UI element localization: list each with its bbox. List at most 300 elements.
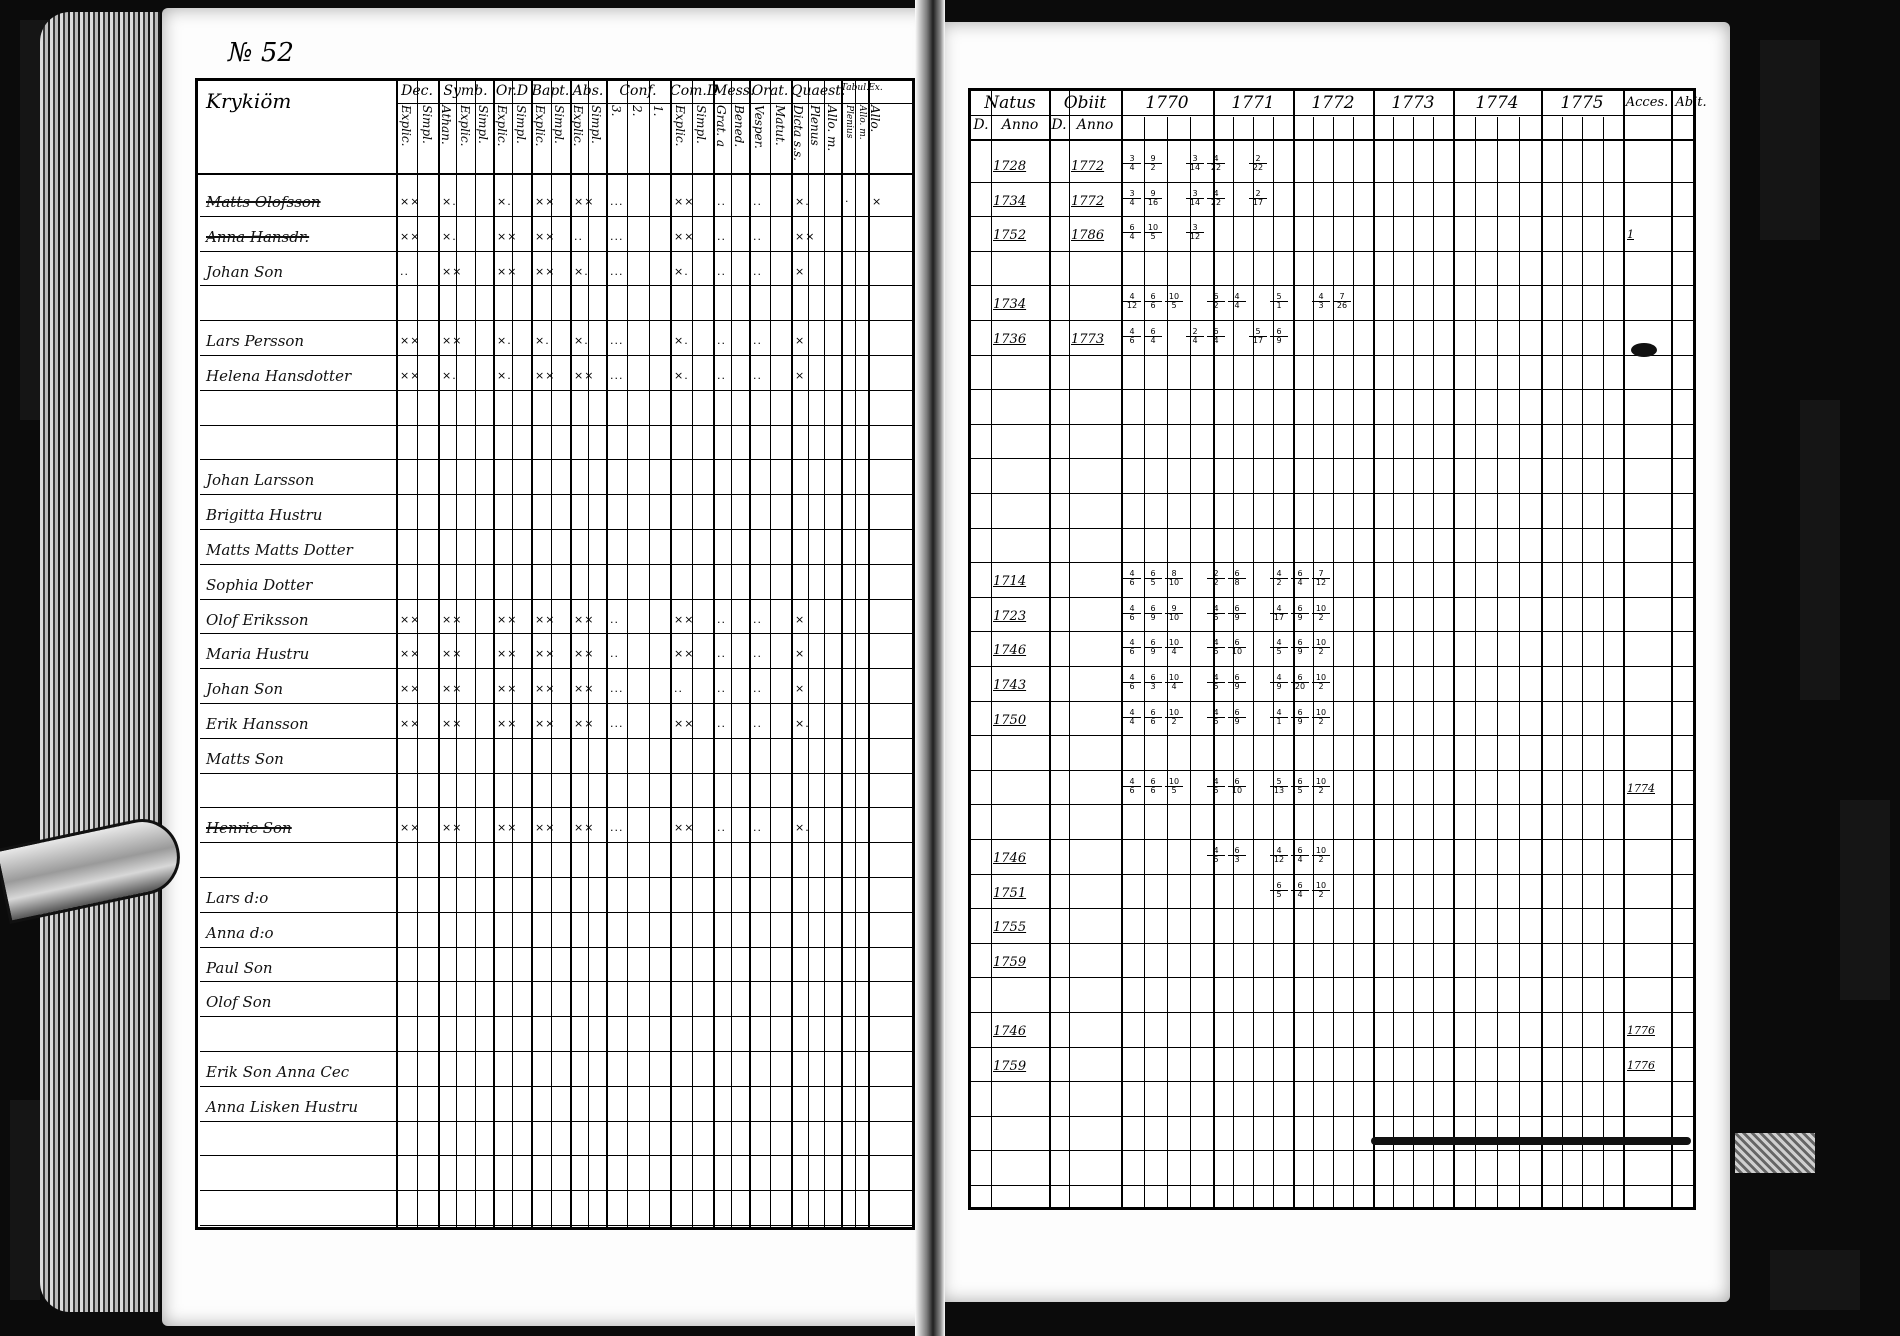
fraction-numerator: 4 bbox=[1270, 639, 1288, 648]
progress-mark: ×× bbox=[674, 717, 695, 730]
row-rule bbox=[971, 735, 1693, 736]
progress-mark: .. bbox=[753, 195, 762, 208]
progress-mark: ×. bbox=[674, 369, 689, 382]
fraction-denominator: 5 bbox=[1150, 232, 1156, 242]
progress-mark: ×× bbox=[400, 682, 421, 696]
fraction-numerator: 2 bbox=[1249, 155, 1267, 164]
score-fraction bbox=[1228, 639, 1246, 656]
progress-mark: ×× bbox=[442, 717, 463, 730]
fraction-denominator: 5 bbox=[1213, 682, 1219, 691]
score-fraction bbox=[1228, 570, 1246, 587]
row-rule bbox=[971, 1012, 1693, 1013]
fraction-denominator: 6 bbox=[1129, 336, 1135, 345]
fraction-numerator: 4 bbox=[1228, 293, 1246, 302]
progress-mark: ×× bbox=[574, 717, 595, 730]
fraction-denominator: 2 bbox=[1318, 612, 1324, 622]
progress-mark: × bbox=[795, 647, 806, 661]
row-rule bbox=[971, 182, 1693, 183]
progress-mark: .. bbox=[574, 229, 583, 243]
progress-mark: ×× bbox=[574, 682, 595, 696]
fraction-denominator: 2 bbox=[1213, 578, 1219, 588]
left-ledger-table bbox=[195, 78, 915, 1230]
fraction-numerator: 6 bbox=[1291, 709, 1309, 718]
progress-mark: ×× bbox=[674, 229, 695, 243]
fraction-numerator: 2 bbox=[1207, 570, 1225, 579]
fraction-numerator: 6 bbox=[1144, 570, 1162, 579]
progress-mark: ×× bbox=[574, 369, 595, 382]
fraction-numerator: 6 bbox=[1228, 570, 1246, 579]
fraction-numerator: 6 bbox=[1291, 570, 1309, 579]
birth-year: 1728 bbox=[993, 159, 1027, 174]
row-rule bbox=[200, 320, 912, 321]
row-rule bbox=[200, 459, 912, 460]
subcolumn-divider bbox=[475, 81, 476, 1227]
year-subcolumn-divider bbox=[1253, 117, 1254, 1207]
column-subheader: Simpl. bbox=[552, 105, 567, 144]
fraction-numerator: 6 bbox=[1228, 709, 1246, 718]
row-rule bbox=[200, 1051, 912, 1052]
column-subheaders-5 bbox=[606, 105, 670, 171]
score-fraction bbox=[1186, 328, 1204, 345]
column-divider bbox=[493, 81, 495, 1227]
fraction-numerator: 4 bbox=[1270, 674, 1288, 683]
score-fraction bbox=[1165, 674, 1183, 691]
scan-noise bbox=[1800, 400, 1840, 700]
fraction-numerator: 2 bbox=[1249, 190, 1267, 199]
progress-mark: .. bbox=[610, 612, 619, 626]
progress-mark: × bbox=[795, 682, 806, 696]
person-name: Johan Larsson bbox=[206, 471, 315, 490]
column-subheaders-1 bbox=[438, 105, 493, 171]
fraction-denominator: 22 bbox=[1210, 197, 1222, 207]
progress-mark: ×× bbox=[535, 195, 556, 208]
fraction-numerator: 9 bbox=[1165, 605, 1183, 614]
row-rule bbox=[971, 285, 1693, 286]
score-fraction bbox=[1123, 328, 1141, 345]
fraction-denominator: 6 bbox=[1129, 785, 1135, 795]
row-rule bbox=[200, 599, 912, 600]
progress-mark: ×× bbox=[574, 195, 595, 208]
progress-mark: .. bbox=[753, 682, 762, 696]
column-subheader: Bened. bbox=[732, 105, 746, 148]
score-fraction bbox=[1123, 190, 1141, 207]
person-name: Lars Persson bbox=[206, 332, 305, 351]
fraction-numerator: 10 bbox=[1312, 605, 1330, 614]
score-fraction bbox=[1207, 190, 1225, 207]
column-divider bbox=[531, 81, 533, 1227]
fraction-denominator: 4 bbox=[1297, 578, 1303, 588]
fraction-numerator: 6 bbox=[1291, 639, 1309, 648]
person-name: Olof Son bbox=[206, 993, 272, 1012]
fraction-numerator: 10 bbox=[1312, 778, 1330, 787]
fraction-denominator: 2 bbox=[1318, 889, 1324, 899]
row-rule bbox=[971, 1116, 1693, 1117]
column-header-7: Mess. bbox=[713, 83, 755, 99]
progress-mark: ×× bbox=[674, 647, 695, 661]
person-name: Johan Son bbox=[206, 262, 284, 281]
column-subheader: Explic. bbox=[494, 105, 509, 147]
column-subheaders-11 bbox=[868, 105, 883, 171]
score-fraction bbox=[1123, 674, 1141, 691]
fraction-denominator: 9 bbox=[1150, 647, 1156, 657]
year-header-1772: 1772 bbox=[1311, 93, 1355, 113]
progress-mark: ×× bbox=[497, 682, 518, 696]
fraction-denominator: 4 bbox=[1297, 855, 1303, 864]
score-fraction bbox=[1144, 778, 1162, 795]
row-rule bbox=[971, 562, 1693, 563]
score-fraction bbox=[1270, 674, 1288, 691]
progress-mark: ×× bbox=[535, 717, 556, 730]
column-subheader: Simpl. bbox=[475, 105, 490, 144]
score-fraction bbox=[1207, 847, 1225, 864]
score-fraction bbox=[1207, 155, 1225, 172]
row-rule bbox=[971, 597, 1693, 598]
header-label-rule bbox=[396, 103, 912, 104]
score-fraction bbox=[1312, 605, 1330, 622]
score-fraction bbox=[1207, 709, 1225, 726]
score-fraction bbox=[1270, 778, 1288, 795]
row-rule bbox=[200, 981, 912, 982]
year-divider bbox=[1373, 91, 1375, 1207]
paper-scrap bbox=[1735, 1133, 1815, 1173]
row-rule bbox=[971, 666, 1693, 667]
fraction-denominator: 5 bbox=[1297, 785, 1303, 795]
score-fraction bbox=[1312, 674, 1330, 691]
progress-mark: ×× bbox=[535, 369, 556, 382]
score-fraction bbox=[1312, 847, 1330, 864]
score-fraction bbox=[1249, 190, 1267, 207]
row-rule bbox=[200, 1086, 912, 1087]
fraction-numerator: 6 bbox=[1228, 639, 1246, 648]
score-fraction bbox=[1291, 847, 1309, 864]
row-rule bbox=[200, 703, 912, 704]
subcolumn-divider bbox=[627, 81, 628, 1227]
accessit-divider bbox=[1671, 91, 1673, 1207]
fraction-denominator: 10 bbox=[1231, 785, 1243, 795]
subcolumn-divider bbox=[731, 81, 732, 1227]
year-divider bbox=[1623, 91, 1625, 1207]
score-fraction bbox=[1123, 224, 1141, 241]
fraction-denominator: 12 bbox=[1126, 301, 1138, 311]
row-rule bbox=[200, 390, 912, 391]
score-fraction bbox=[1207, 570, 1225, 587]
fraction-denominator: 26 bbox=[1336, 301, 1348, 311]
score-fraction bbox=[1207, 639, 1225, 656]
fraction-numerator: 4 bbox=[1207, 778, 1225, 787]
fraction-numerator: 6 bbox=[1291, 778, 1309, 787]
progress-mark: × bbox=[795, 369, 806, 382]
row-rule bbox=[971, 874, 1693, 875]
birth-year: 1746 bbox=[993, 851, 1027, 866]
fraction-numerator: 4 bbox=[1123, 605, 1141, 614]
obiit-header: Obiit bbox=[1063, 93, 1107, 113]
person-name: Erik Son Anna Cec bbox=[206, 1063, 350, 1081]
row-rule bbox=[200, 773, 912, 774]
score-fraction bbox=[1207, 605, 1225, 622]
column-divider bbox=[791, 81, 793, 1227]
progress-mark: ×× bbox=[674, 195, 695, 208]
fraction-denominator: 22 bbox=[1210, 163, 1222, 172]
column-divider bbox=[841, 81, 843, 1227]
fraction-denominator: 2 bbox=[1318, 682, 1324, 691]
year-header-1771: 1771 bbox=[1231, 93, 1275, 113]
row-rule bbox=[971, 424, 1693, 425]
score-fraction bbox=[1270, 293, 1288, 310]
person-name: Paul Son bbox=[206, 958, 273, 977]
fraction-denominator: 9 bbox=[1276, 682, 1282, 691]
death-year: 1772 bbox=[1071, 159, 1105, 174]
fraction-denominator: 17 bbox=[1252, 336, 1264, 345]
fraction-denominator: 9 bbox=[1297, 647, 1303, 657]
header-bottom-rule bbox=[971, 139, 1693, 141]
row-rule bbox=[971, 216, 1693, 217]
fraction-numerator: 7 bbox=[1333, 293, 1351, 302]
fraction-denominator: 5 bbox=[1213, 716, 1219, 726]
fraction-numerator: 4 bbox=[1123, 570, 1141, 579]
fraction-numerator: 4 bbox=[1123, 328, 1141, 337]
row-rule bbox=[200, 877, 912, 878]
progress-mark: ×× bbox=[574, 821, 595, 835]
fraction-denominator: 6 bbox=[1129, 682, 1135, 691]
person-name: Lars d:o bbox=[206, 889, 269, 907]
progress-mark: ×× bbox=[400, 647, 421, 661]
row-rule bbox=[971, 320, 1693, 321]
progress-mark: ×× bbox=[497, 821, 518, 835]
progress-mark: ×. bbox=[442, 195, 457, 208]
row-rule bbox=[200, 1016, 912, 1017]
progress-mark: .. bbox=[717, 717, 726, 730]
birth-year: 1736 bbox=[993, 332, 1027, 347]
subcolumn-divider bbox=[808, 81, 809, 1227]
progress-mark: ×× bbox=[574, 647, 595, 661]
column-divider bbox=[749, 81, 751, 1227]
fraction-numerator: 7 bbox=[1312, 570, 1330, 579]
fraction-denominator: 5 bbox=[1276, 647, 1282, 657]
fraction-denominator: 9 bbox=[1276, 336, 1282, 345]
score-fraction bbox=[1144, 328, 1162, 345]
fraction-denominator: 2 bbox=[1213, 301, 1219, 311]
column-header-5: Conf. bbox=[619, 83, 657, 99]
column-divider bbox=[438, 81, 440, 1227]
person-name: Anna Hansdr. bbox=[206, 227, 310, 246]
column-header-2: Or.D bbox=[495, 83, 529, 99]
column-header-1: Symb. bbox=[443, 83, 488, 99]
fraction-numerator: 5 bbox=[1249, 328, 1267, 337]
death-year: 1772 bbox=[1071, 193, 1105, 209]
year-divider bbox=[1453, 91, 1455, 1207]
row-rule bbox=[971, 943, 1693, 944]
fraction-numerator: 6 bbox=[1144, 639, 1162, 648]
fraction-denominator: 12 bbox=[1315, 578, 1327, 588]
row-rule bbox=[200, 668, 912, 669]
column-subheader: Explic. bbox=[398, 105, 413, 147]
fraction-numerator: 6 bbox=[1228, 605, 1246, 614]
fraction-numerator: 10 bbox=[1165, 778, 1183, 787]
year-header-1775: 1775 bbox=[1560, 93, 1604, 113]
score-fraction bbox=[1228, 674, 1246, 691]
year-subcolumn-divider bbox=[1333, 117, 1334, 1207]
column-subheader: Plenus bbox=[808, 105, 822, 146]
score-fraction bbox=[1312, 570, 1330, 587]
scan-noise bbox=[1840, 800, 1890, 1000]
fraction-denominator: 4 bbox=[1129, 163, 1135, 172]
progress-mark: ×. bbox=[674, 334, 689, 348]
person-name: Matts Son bbox=[206, 749, 284, 768]
fraction-numerator: 6 bbox=[1291, 605, 1309, 614]
birth-year: 1759 bbox=[993, 1058, 1027, 1074]
birth-year: 1746 bbox=[993, 643, 1027, 659]
column-subheader: 1. bbox=[651, 105, 666, 117]
fraction-numerator: 3 bbox=[1186, 224, 1204, 233]
year-subcolumn-divider bbox=[1393, 117, 1394, 1207]
fraction-numerator: 9 bbox=[1144, 190, 1162, 199]
year-header-1773: 1773 bbox=[1391, 93, 1435, 113]
year-subcolumn-divider bbox=[1519, 117, 1520, 1207]
score-fraction bbox=[1123, 570, 1141, 587]
row-rule bbox=[971, 1150, 1693, 1151]
person-name: Anna d:o bbox=[206, 923, 274, 942]
score-fraction bbox=[1165, 639, 1183, 656]
fraction-denominator: 14 bbox=[1189, 163, 1201, 172]
fraction-numerator: 4 bbox=[1207, 155, 1225, 164]
person-name: Maria Hustru bbox=[206, 645, 310, 664]
progress-mark: ... bbox=[610, 334, 624, 348]
year-subcolumn-divider bbox=[1497, 117, 1498, 1207]
person-name: Matts Matts Dotter bbox=[206, 541, 353, 559]
fraction-numerator: 6 bbox=[1270, 328, 1288, 337]
row-rule bbox=[200, 738, 912, 739]
progress-mark: ... bbox=[610, 682, 624, 696]
year-subcolumn-divider bbox=[1313, 117, 1314, 1207]
column-subheader: Explic. bbox=[571, 105, 585, 147]
fraction-denominator: 5 bbox=[1276, 889, 1282, 899]
score-fraction bbox=[1165, 778, 1183, 795]
fraction-denominator: 10 bbox=[1231, 647, 1243, 657]
birth-year: 1755 bbox=[993, 920, 1027, 936]
fraction-numerator: 10 bbox=[1312, 674, 1330, 683]
fraction-numerator: 6 bbox=[1123, 224, 1141, 233]
column-subheader: Vesper. bbox=[751, 105, 766, 149]
year-subcolumn-divider bbox=[1413, 117, 1414, 1207]
progress-mark: .. bbox=[717, 264, 726, 278]
fraction-numerator: 10 bbox=[1312, 847, 1330, 856]
progress-mark: .. bbox=[717, 369, 726, 382]
score-fraction bbox=[1249, 155, 1267, 172]
column-header-10: Tabul. bbox=[841, 83, 869, 93]
natus-day-subheader: D. bbox=[973, 117, 989, 133]
progress-mark: ×. bbox=[442, 369, 457, 382]
progress-mark: .. bbox=[610, 647, 619, 661]
header-label-rule bbox=[971, 115, 1693, 116]
score-fraction bbox=[1228, 709, 1246, 726]
column-subheader: 3. bbox=[608, 105, 623, 117]
fraction-numerator: 10 bbox=[1165, 674, 1183, 683]
fraction-denominator: 5 bbox=[1171, 301, 1177, 311]
fraction-denominator: 4 bbox=[1129, 232, 1135, 242]
column-subheader: Allo. m. bbox=[824, 105, 839, 152]
progress-mark: .. bbox=[717, 612, 726, 626]
fraction-numerator: 6 bbox=[1291, 847, 1309, 856]
fraction-numerator: 10 bbox=[1144, 224, 1162, 233]
scan-noise bbox=[1770, 1250, 1860, 1310]
row-rule bbox=[200, 355, 912, 356]
score-fraction bbox=[1270, 328, 1288, 345]
progress-mark: .. bbox=[400, 264, 409, 278]
fraction-denominator: 9 bbox=[1150, 612, 1156, 622]
fraction-numerator: 6 bbox=[1270, 882, 1288, 891]
fraction-denominator: 20 bbox=[1294, 682, 1306, 691]
progress-mark: .. bbox=[753, 229, 762, 243]
fraction-numerator: 4 bbox=[1123, 709, 1141, 718]
column-subheader: Simpl. bbox=[589, 105, 603, 144]
fraction-numerator: 6 bbox=[1144, 709, 1162, 718]
year-header-1774: 1774 bbox=[1475, 93, 1519, 113]
progress-mark: ×× bbox=[535, 229, 556, 243]
row-rule bbox=[971, 1081, 1693, 1082]
fraction-denominator: 1 bbox=[1276, 716, 1282, 726]
progress-mark: ×. bbox=[497, 369, 512, 382]
fraction-numerator: 4 bbox=[1207, 674, 1225, 683]
progress-mark: ×. bbox=[497, 334, 512, 348]
row-rule bbox=[200, 912, 912, 913]
progress-mark: ×. bbox=[674, 264, 689, 278]
row-rule bbox=[971, 701, 1693, 702]
score-fraction bbox=[1144, 224, 1162, 241]
fraction-denominator: 6 bbox=[1150, 785, 1156, 795]
row-rule bbox=[200, 285, 912, 286]
column-subheader: Simpl. bbox=[694, 105, 709, 144]
fraction-numerator: 10 bbox=[1312, 709, 1330, 718]
progress-mark: ×× bbox=[400, 195, 421, 208]
name-header: Krykiöm bbox=[206, 89, 292, 113]
birth-year: 1750 bbox=[993, 712, 1027, 728]
fraction-numerator: 4 bbox=[1123, 778, 1141, 787]
progress-mark: ×× bbox=[400, 334, 421, 348]
scan-noise bbox=[10, 1100, 40, 1300]
row-rule bbox=[971, 458, 1693, 459]
birth-year: 1752 bbox=[993, 228, 1027, 244]
score-fraction bbox=[1165, 605, 1183, 622]
row-rule bbox=[200, 564, 912, 565]
fraction-numerator: 6 bbox=[1144, 605, 1162, 614]
progress-mark: ... bbox=[610, 369, 624, 382]
progress-mark: ... bbox=[610, 229, 624, 243]
score-fraction bbox=[1165, 293, 1183, 310]
row-rule bbox=[971, 1185, 1693, 1186]
row-rule bbox=[971, 389, 1693, 390]
fraction-denominator: 9 bbox=[1234, 716, 1240, 726]
score-fraction bbox=[1123, 778, 1141, 795]
accession-year: 1776 bbox=[1627, 1024, 1655, 1037]
fraction-numerator: 6 bbox=[1207, 293, 1225, 302]
scan-noise bbox=[1760, 40, 1820, 240]
person-name: Brigitta Hustru bbox=[206, 506, 323, 525]
column-subheader: Dicta s.s. bbox=[791, 105, 806, 161]
progress-mark: .. bbox=[753, 612, 762, 626]
row-rule bbox=[971, 528, 1693, 529]
progress-mark: ×. bbox=[497, 195, 512, 208]
fraction-numerator: 4 bbox=[1207, 605, 1225, 614]
fraction-denominator: 17 bbox=[1273, 612, 1285, 622]
fraction-denominator: 4 bbox=[1297, 889, 1303, 899]
progress-mark: .. bbox=[717, 195, 726, 208]
column-subheader: Grat. a bbox=[714, 105, 728, 148]
score-fraction bbox=[1123, 155, 1141, 172]
progress-mark: ×× bbox=[442, 264, 463, 278]
score-fraction bbox=[1144, 605, 1162, 622]
fraction-denominator: 4 bbox=[1171, 682, 1177, 691]
progress-mark: ×. bbox=[795, 195, 810, 208]
